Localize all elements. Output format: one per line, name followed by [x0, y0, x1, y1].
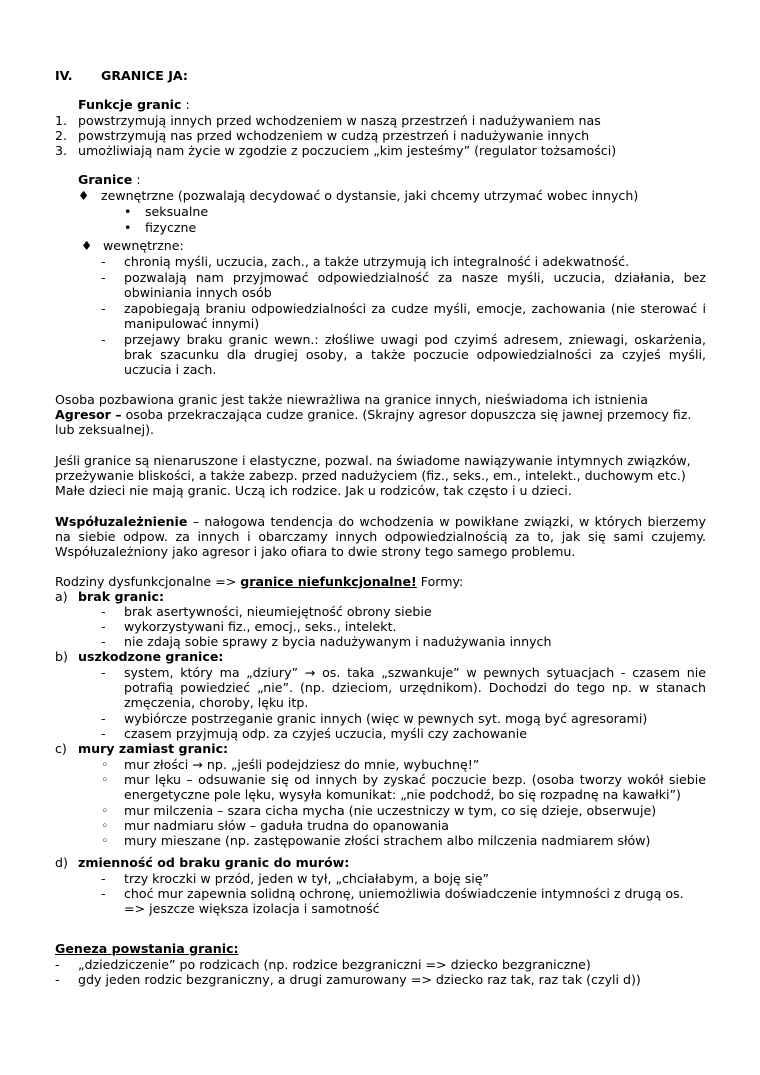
geneza-title: Geneza powstania granic: [55, 941, 239, 956]
wewn-item: przejawy braku granic wewn.: złośliwe uwagi pod czyimś adresem, zniewagi, oskarżenia, [124, 332, 706, 347]
bullet-icon: • [124, 220, 132, 235]
funkcje-item: umożliwiają nam życie w zgodzie z poczuciem „kim jesteśmy” (regulator tożsamości) [78, 143, 617, 158]
list-marker: c) [55, 741, 67, 756]
dash-marker: - [101, 254, 106, 269]
list-marker: a) [55, 589, 68, 604]
form-item: mur milczenia – szara cicha mycha (nie uczestniczy w tym, co się dzieje, obserwuje) [124, 803, 657, 818]
para3-line: Współuzależnienie – nałogowa tendencja do wchodzenia w powikłane związki, w których bierzemy [55, 514, 706, 529]
para3-line: Współuzależniony jako agresor i jako ofiara to dwie strony tego samego problemu. [55, 544, 576, 559]
geneza-item: gdy jeden rodzic bezgraniczny, a drugi zamurowany => dziecko raz tak, raz tak (czyli d)) [78, 972, 641, 987]
funkcje-marker: 2. [55, 128, 68, 143]
form-item-cont: potrafią powiedzieć „nie”. (np. dzieciom, urzędnikom). Dochodzi do tego np. w stanach [124, 680, 706, 695]
form-item-cont: energetyczne pole lęku, wysyła komunikat: „nie podchodź, bo się rozpadnę na kawałki”) [124, 787, 681, 802]
form-title-c: mury zamiast granic: [78, 741, 229, 756]
dash-marker: - [101, 726, 106, 741]
dash-marker: - [55, 972, 60, 987]
form-item: czasem przyjmują odp. za czyjeś uczucia, myśli czy zachowanie [124, 726, 527, 741]
para3-line: na siebie odpow. za innych i obarczamy innych odpowiedzialnością za to, jak się sami czujemy. [55, 529, 706, 544]
funkcje-item: powstrzymują nas przed wchodzeniem w cudzą przestrzeń i nadużywanie innych [78, 128, 590, 143]
granice-sub-item: fizyczne [145, 220, 197, 235]
dash-marker: - [101, 886, 106, 901]
form-item: choć mur zapewnia solidną ochronę, uniemożliwia doświadczenie intymności z drugą os. [124, 886, 684, 901]
dash-marker: - [101, 301, 106, 316]
form-item: mur nadmiaru słów – gaduła trudna do opanowania [124, 818, 450, 833]
form-item: brak asertywności, nieumiejętność obrony siebie [124, 604, 432, 619]
form-item: mur złości → np. „jeśli podejdziesz do mnie, wybuchnę!” [124, 757, 480, 772]
bullet-icon: • [124, 204, 132, 219]
wewn-item-cont: uczucia i zach. [124, 362, 217, 377]
dash-marker: - [55, 957, 60, 972]
form-item: mur lęku – odsuwanie się od innych by zyskać poczucie bezp. (osoba tworzy wokół siebie [124, 772, 706, 787]
wewn-item-cont: obwiniania innych osób [124, 285, 272, 300]
dash-marker: - [101, 634, 106, 649]
form-item: system, który ma „dziury” → os. taka „szwankuje” w pewnych sytuacjach - czasem nie [124, 665, 706, 680]
section-number: IV. [55, 68, 73, 83]
wewn-item: chronią myśli, uczucia, zach., a także utrzymują ich integralność i adekwatność. [124, 254, 630, 269]
diamond-bullet-icon: ♦ [81, 238, 93, 253]
dash-marker: - [101, 332, 106, 347]
geneza-item: „dziedziczenie” po rodzicach (np. rodzice bezgraniczni => dziecko bezgraniczne) [78, 957, 591, 972]
funkcje-marker: 1. [55, 113, 68, 128]
granice-sub-item: seksualne [145, 204, 209, 219]
granice-zewnetrzne: zewnętrzne (pozwalają decydować o dystansie, jaki chcemy utrzymać wobec innych) [101, 188, 639, 203]
form-item-cont: zmęczenia, choroby, lęku itp. [124, 695, 309, 710]
form-item: wykorzystywani fiz., emocj., seks., intelekt. [124, 619, 397, 634]
circle-bullet-icon: ◦ [101, 833, 109, 848]
granice-heading: Granice : [78, 172, 141, 187]
para2-line: przeżywanie bliskości, a także zabezp. przed nadużyciem (fiz., seks., em., intelekt., duchowym etc.) [55, 468, 686, 483]
dash-marker: - [101, 871, 106, 886]
dash-marker: - [101, 270, 106, 285]
form-item: wybiórcze postrzeganie granic innych (więc w pewnych syt. mogą być agresorami) [124, 711, 648, 726]
form-title-b: uszkodzone granice: [78, 649, 224, 664]
form-item-cont: => jeszcze większa izolacja i samotność [124, 901, 380, 916]
funkcje-item: powstrzymują innych przed wchodzeniem w naszą przestrzeń i nadużywaniem nas [78, 113, 601, 128]
funkcje-marker: 3. [55, 143, 68, 158]
granice-wewnetrzne: wewnętrzne: [103, 238, 184, 253]
para1-line: Osoba pozbawiona granic jest także niewrażliwa na granice innych, nieświadoma ich istnienia [55, 392, 648, 407]
para1-agresor: Agresor – osoba przekraczająca cudze granice. (Skrajny agresor dopuszcza się jawnej przemocy fiz. [55, 407, 692, 422]
circle-bullet-icon: ◦ [101, 772, 109, 787]
para2-line: Małe dzieci nie mają granic. Uczą ich rodzice. Jak u rodziców, tak często i u dzieci. [55, 483, 572, 498]
dash-marker: - [101, 619, 106, 634]
list-marker: d) [55, 855, 68, 870]
dash-marker: - [101, 604, 106, 619]
form-item: nie zdają sobie sprawy z bycia nadużywanym i nadużywania innych [124, 634, 552, 649]
rodziny-intro: Rodziny dysfunkcjonalne => granice niefunkcjonalne! Formy: [55, 574, 464, 589]
wewn-item-cont: brak szacunku dla drugiej osoby, a także poczucie odpowiedzialności za czyjeś myśli, [124, 347, 706, 362]
section-title: GRANICE JA: [101, 68, 188, 83]
list-marker: b) [55, 649, 68, 664]
form-title-a: brak granic: [78, 589, 164, 604]
circle-bullet-icon: ◦ [101, 757, 109, 772]
form-title-d: zmienność od braku granic do murów: [78, 855, 350, 870]
diamond-bullet-icon: ♦ [78, 188, 90, 203]
para1-line: lub zeksualnej). [55, 422, 155, 437]
dash-marker: - [101, 711, 106, 726]
form-item: trzy kroczki w przód, jeden w tył, „chciałabym, a boję się” [124, 871, 490, 886]
circle-bullet-icon: ◦ [101, 803, 109, 818]
para2-line: Jeśli granice są nienaruszone i elastyczne, pozwal. na świadome nawiązywanie intymnych związków, [55, 453, 691, 468]
wewn-item: pozwalają nam przyjmować odpowiedzialność za nasze myśli, uczucia, działania, bez [124, 270, 706, 285]
funkcje-heading: Funkcje granic : [78, 97, 190, 112]
form-item: mury mieszane (np. zastępowanie złości strachem albo milczenia nadmiarem słów) [124, 833, 651, 848]
circle-bullet-icon: ◦ [101, 818, 109, 833]
wewn-item: zapobiegają braniu odpowiedzialności za cudze myśli, emocje, zachowania (nie sterować i [124, 301, 706, 316]
dash-marker: - [101, 665, 106, 680]
wewn-item-cont: manipulować innymi) [124, 316, 260, 331]
